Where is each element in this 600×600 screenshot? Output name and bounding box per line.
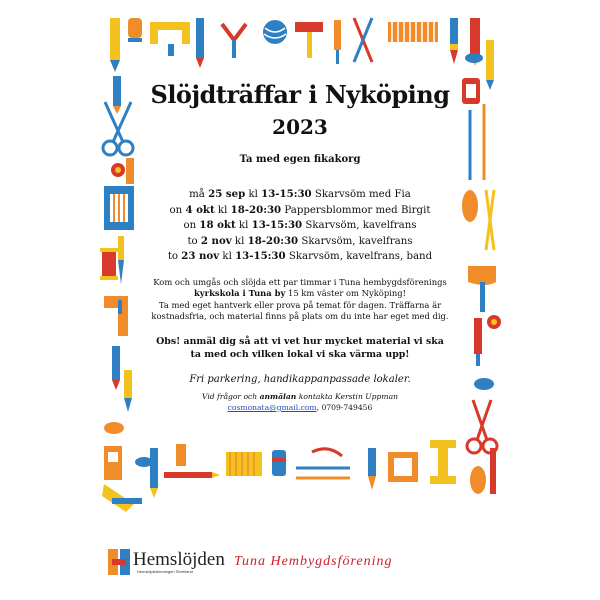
clamp-icon <box>104 446 122 480</box>
tuna-hembygdsforening-logo: Tuna Hembygdsförening <box>234 554 393 569</box>
poster-subtitle: Ta med egen fikakorg <box>239 154 361 165</box>
poster-content <box>150 80 450 413</box>
paintbrush-icon <box>368 448 376 490</box>
scissors-icon <box>467 400 497 453</box>
loom-icon <box>226 452 262 476</box>
pliers-icon <box>312 449 342 456</box>
loom-icon <box>388 452 418 482</box>
schedule-item: må 25 sep kl 13-15:30 Skarvsöm med Fia <box>189 188 411 200</box>
pencil-icon <box>196 18 204 68</box>
contact-email-link[interactable]: cosmonata@gmail.com <box>227 402 317 412</box>
schedule-item: to 23 nov kl 13-15:30 Skarvsöm, kavelfrans, band <box>167 250 433 262</box>
signup-notice: Obs! anmäl dig så att vi vet hur mycket material vi ska ta med och vilken lokal vi ska värma upp! <box>156 335 444 360</box>
poster-year: 2023 <box>272 115 328 139</box>
leaf-icon <box>465 53 483 63</box>
paintbrush-icon <box>450 18 458 64</box>
clamp-icon <box>150 22 190 56</box>
schedule-item: on 18 okt kl 13-15:30 Skarvsöm, kavelfrans <box>183 219 417 231</box>
thimble-icon <box>128 18 142 42</box>
clamp-icon <box>104 296 128 336</box>
schedule-item: to 2 nov kl 18-20:30 Skarvsöm, kavelfrans <box>187 234 413 247</box>
knitting-needles-icon <box>354 18 372 62</box>
loom-icon <box>104 186 134 230</box>
knitting-needles-icon <box>296 468 350 478</box>
knitting-needles-icon <box>470 104 484 180</box>
schedule-list <box>150 187 450 265</box>
loom-icon <box>388 22 438 42</box>
venue-name: kyrkskola i Tuna by <box>194 288 286 299</box>
parking-info: Fri parkering, handikappanpassade lokaler. <box>189 373 411 385</box>
pencil-icon <box>126 158 134 184</box>
thimble-icon <box>272 450 286 476</box>
flower-icon <box>487 315 501 329</box>
yarn-ball-icon <box>462 190 478 222</box>
hemslojden-name: Hemslöjden <box>133 548 225 570</box>
pencil-icon <box>113 76 121 114</box>
leaf-icon <box>104 422 124 434</box>
pencil-icon <box>110 18 120 72</box>
hemslojden-subtitle: Hemslöjdsföreningen Sörmland <box>137 568 193 574</box>
pencil-icon <box>486 40 494 90</box>
yarn-ball-icon <box>263 20 287 44</box>
pencil-icon <box>164 472 220 478</box>
clamp-icon <box>430 440 456 484</box>
schedule-item: on 4 okt kl 18-20:30 Pappersblommor med Birgit <box>169 203 431 216</box>
yarn-ball-icon <box>470 466 486 494</box>
axe-icon <box>468 266 496 312</box>
pencil-icon <box>490 448 496 494</box>
hemslojden-icon <box>108 549 130 575</box>
info-paragraph: Kom och umgås och slöjda ett par timmar i Tuna hembygdsförenings kyrkskola i Tuna by 15 km väster om Nyköping! Ta med eget hantverk eller prova på temat för dagen. Träffarna är kostnadsfria, och material finns på plats om du inte har eget med dig. <box>151 276 449 322</box>
thread-spool-icon <box>100 248 118 280</box>
leaf-icon <box>474 378 494 390</box>
hammer-icon <box>295 22 323 58</box>
hammer-icon <box>102 484 142 512</box>
hemslojden-logo <box>108 548 225 576</box>
pliers-icon <box>222 24 246 58</box>
pencil-icon <box>112 346 120 390</box>
chisel-icon <box>334 20 341 64</box>
flower-icon <box>111 163 125 177</box>
paintbrush-icon <box>124 370 132 412</box>
chisel-icon <box>176 444 186 466</box>
knife-icon <box>118 236 124 284</box>
poster-title: Slöjdträffar i Nyköping <box>150 80 450 109</box>
knitting-needles-icon <box>486 190 494 250</box>
chisel-icon <box>474 318 482 366</box>
clamp-icon <box>462 78 480 104</box>
contact-info: Vid frågor och anmälan kontakta Kerstin Uppman cosmonata@gmail.com, 0709-749456 <box>201 391 399 412</box>
pencil-icon <box>150 448 158 498</box>
